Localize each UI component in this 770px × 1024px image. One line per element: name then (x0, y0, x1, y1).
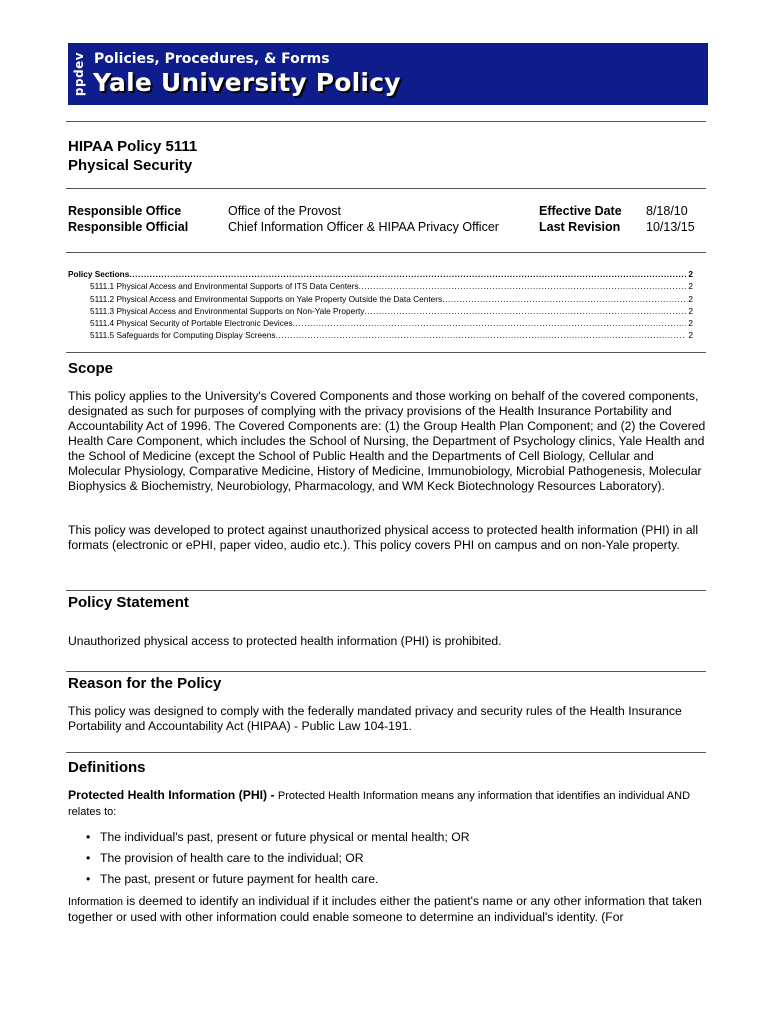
meta-labels-right (539, 203, 622, 235)
list-item: • The provision of health care to the individual; OR (84, 848, 470, 869)
effective-date-label: Effective Date (539, 204, 622, 218)
meta-labels-left (68, 203, 188, 235)
policy-statement-heading: Policy Statement (68, 594, 189, 611)
toc-entry[interactable]: 5111.1 Physical Access and Environmental Supports of ITS Data Centers ..... 2 (68, 280, 693, 292)
meta-values-right (646, 203, 695, 235)
scope-paragraph-1: This policy applies to the University's Covered Components and those working on behalf of the covered components, designated as such for purposes of complying with the privacy provisions of the Health Insurance Portability and Accountability Act of 1996. The Covered Components are: (1) the Group Health Plan Component; and (2) the Covered Health Care Component, which includes the School of Nursing, the Department of Psychology clinics, Yale Health and the School of Medicine (except the School of Public Health and the Departments of Cell Biology, Cellular and Molecular Physiology, Comparative Medicine, History of Medicine, Immunobiology, Microbial Pathogenesis, Molecular Biophysics & Biochemistry, Neurobiology, Pharmacology, and WM Keck Biotechnology Resources Laboratory). (68, 389, 706, 493)
toc-entry[interactable]: 5111.2 Physical Access and Environmental Supports on Yale Property Outside the Data Centers ..... 2 (68, 293, 693, 305)
definitions-heading: Definitions (68, 759, 146, 776)
toc-entry[interactable]: 5111.4 Physical Security of Portable Electronic Devices ..... 2 (68, 317, 693, 329)
information-word: Information (68, 896, 124, 908)
responsible-office-label: Responsible Office (68, 204, 182, 218)
bullet-icon: • (86, 872, 91, 886)
table-of-contents (68, 268, 693, 342)
divider (66, 252, 706, 253)
document-title (68, 137, 197, 175)
scope-paragraph-2: This policy was developed to protect against unauthorized physical access to protected health information (PHI) in all formats (electronic or ePHI, paper video, audio etc.). This policy covers PHI on campus and on non-Yale property. (68, 523, 699, 552)
reason-text: This policy was designed to comply with the federally mandated privacy and security rules of the Health Insurance Portability and Accountability Act (HIPAA) - Public Law 104-191. (68, 704, 682, 733)
toc-entry[interactable]: 5111.5 Safeguards for Computing Display Screens ..... 2 (68, 329, 693, 341)
list-item: • The individual's past, present or future physical or mental health; OR (84, 827, 470, 848)
toc-entry-policy-sections[interactable]: Policy Sections ..... 2 (68, 268, 693, 280)
policy-banner (68, 43, 708, 105)
meta-values-left (228, 203, 499, 235)
information-definition-text: is deemed to identify an individual if it includes either the patient's name or any other information that taken together or used with other information could enable someone to determine an individual's identity. (For (68, 894, 702, 924)
divider (66, 671, 706, 672)
toc-entry[interactable]: 5111.3 Physical Access and Environmental Supports on Non-Yale Property ..... 2 (68, 305, 693, 317)
divider (66, 752, 706, 753)
responsible-official-label: Responsible Official (68, 220, 189, 234)
last-revision-value: 10/13/15 (646, 220, 695, 234)
divider (66, 352, 706, 353)
information-definition (68, 894, 708, 925)
phi-definition-text: Protected Health Information means any information that identifies an individual AND relates to: (68, 790, 691, 818)
reason-heading: Reason for the Policy (68, 675, 222, 692)
divider (66, 590, 706, 591)
policy-number: HIPAA Policy 5111 (68, 138, 198, 155)
effective-date-value: 8/18/10 (646, 204, 688, 218)
scope-heading: Scope (68, 360, 114, 377)
last-revision-label: Last Revision (539, 220, 621, 234)
phi-definition (68, 788, 708, 820)
phi-criteria-list (84, 827, 470, 890)
list-item: • The past, present or future payment for health care. (84, 869, 470, 890)
policy-statement-text: Unauthorized physical access to protected health information (PHI) is prohibited. (68, 634, 502, 648)
banner-side-logo (72, 47, 86, 101)
divider (66, 121, 706, 122)
phi-term: Protected Health Information (PHI) - (68, 788, 278, 802)
responsible-official-value: Chief Information Officer & HIPAA Privacy Officer (228, 220, 499, 234)
banner-title: Yale University Policy (93, 68, 401, 97)
banner-subtitle: Policies, Procedures, & Forms (94, 51, 330, 67)
bullet-icon: • (86, 851, 91, 865)
responsible-office-value: Office of the Provost (228, 204, 342, 218)
policy-name: Physical Security (68, 157, 193, 174)
banner-side-label: ppdev (72, 51, 87, 97)
bullet-icon: • (86, 830, 91, 844)
divider (66, 188, 706, 189)
